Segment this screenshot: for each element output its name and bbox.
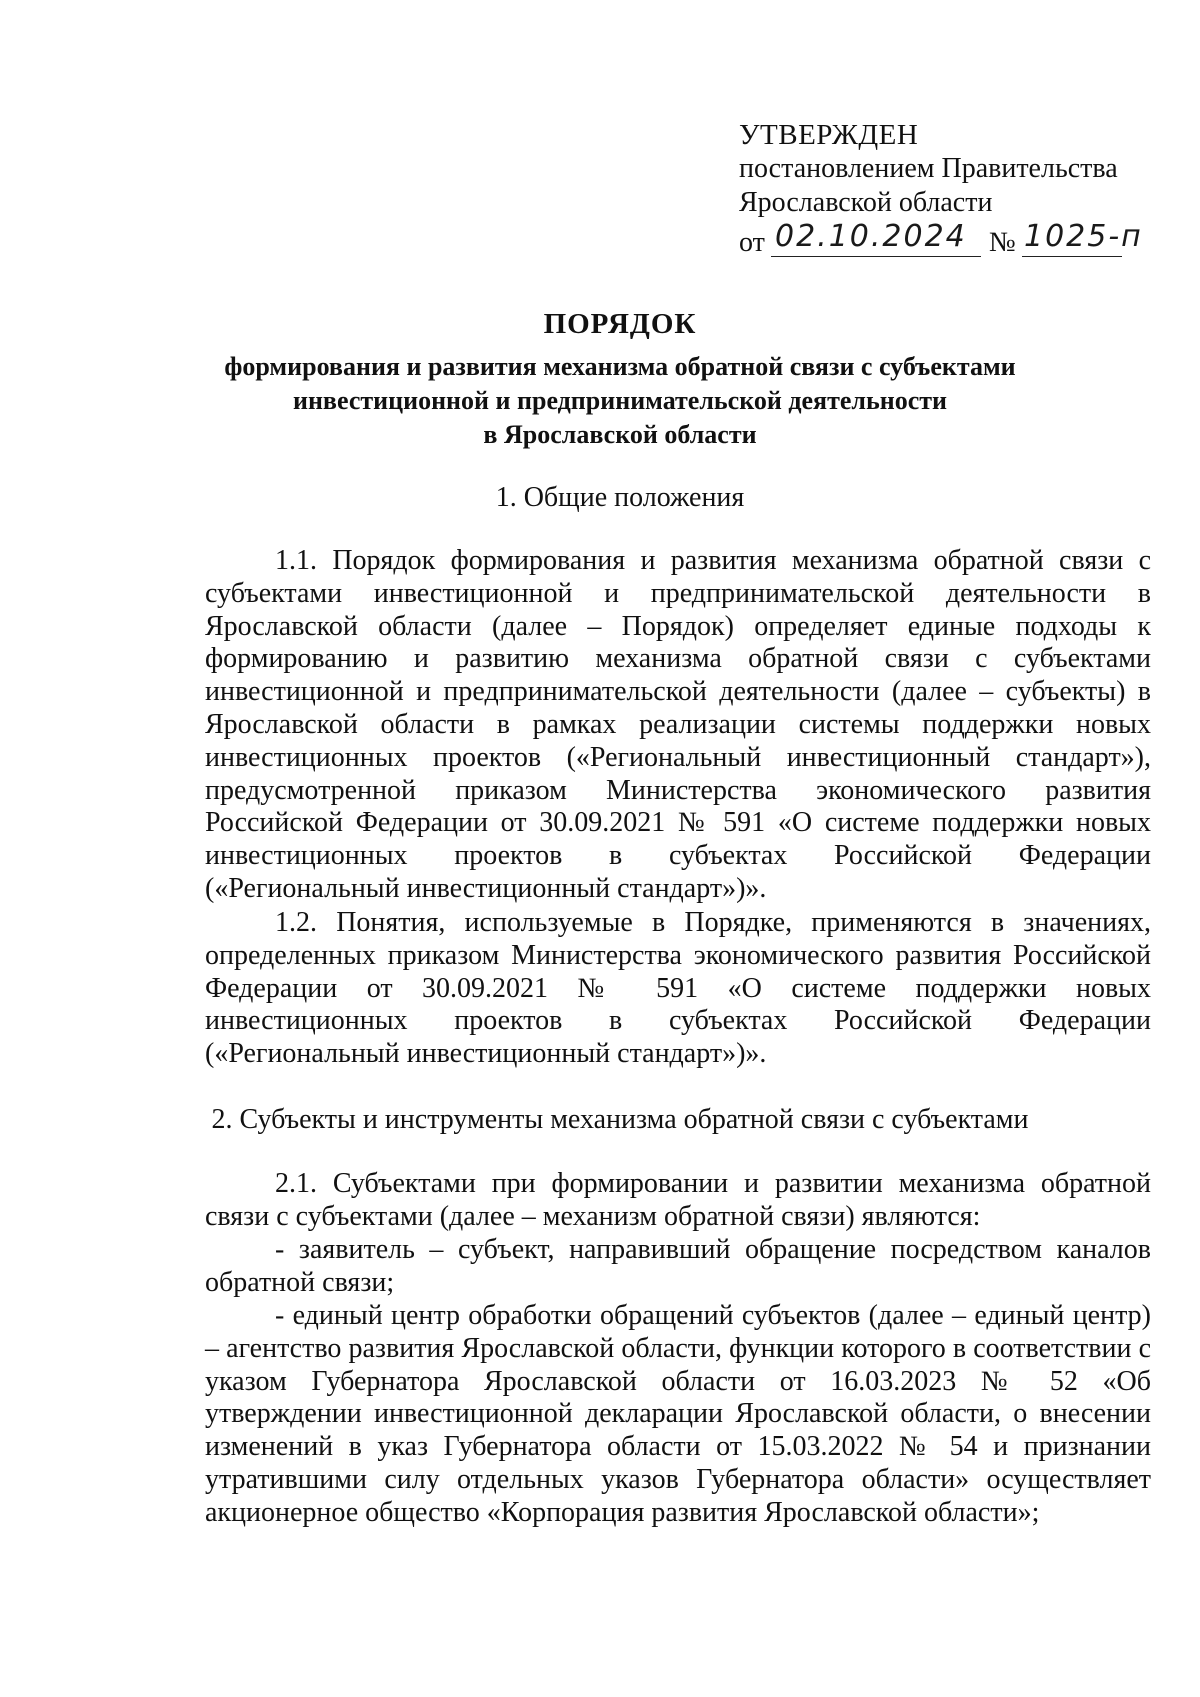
approval-line-1: постановлением Правительства: [739, 153, 1118, 184]
section-heading-1: 1. Общие положения: [495, 482, 745, 513]
document-subtitle-line-3: в Ярославской области: [483, 420, 757, 449]
date-prefix: от: [739, 227, 765, 258]
approval-line-2: Ярославской области: [739, 187, 993, 218]
handwritten-number: 1025-п: [1024, 219, 1143, 254]
section-heading-2: 2. Субъекты и инструменты механизма обратной связи с субъектами: [211, 1104, 1029, 1135]
paragraph-1-2: [205, 907, 1151, 1071]
paragraph-text: 1.1. Порядок формирования и развития механизма обратной связи с субъектами инвестиционной и предпринимательской деятельности в Ярославской области (далее – Порядок) определяет единые подходы к формированию и развитию механизма обратной связи с субъектами инвестиционной и предпринимательской деятельности (далее – субъекты) в Ярославской области в рамках реализации системы поддержки новых инвестиционных проектов («Региональный инвестиционный стандарт»), предусмотренной приказом Министерства экономического развития Российской Федерации от 30.09.2021 № 591 «О системе поддержки новых инвестиционных проектов в субъектах Российской Федерации («Региональный инвестиционный стандарт»)».: [205, 545, 1151, 904]
paragraph-text: 1.2. Понятия, используемые в Порядке, применяются в значениях, определенных приказом Министерства экономического развития Российской Федерации от 30.09.2021 № 591 «О системе поддержки новых инвестиционных проектов в субъектах Российской Федерации («Региональный инвестиционный стандарт»)».: [205, 907, 1151, 1070]
document-subtitle-line-2: инвестиционной и предпринимательской деятельности: [292, 386, 948, 415]
document-title: ПОРЯДОК: [543, 308, 697, 340]
paragraph-text: 2.1. Субъектами при формировании и развитии механизма обратной связи с субъектами (далее – механизм обратной связи) являются:: [205, 1168, 1151, 1232]
handwritten-date: 02.10.2024: [775, 219, 967, 254]
number-field: [1022, 219, 1143, 257]
list-item-applicant: [205, 1234, 1151, 1300]
document-subtitle-line-1: формирования и развития механизма обратной связи с субъектами: [224, 352, 1016, 381]
paragraph-1-1: [205, 545, 1151, 906]
list-item-text: - заявитель – субъект, направивший обращение посредством каналов обратной связи;: [205, 1234, 1151, 1298]
approval-date-line: [739, 220, 1159, 260]
list-item-text: - единый центр обработки обращений субъектов (далее – единый центр) – агентство развития Ярославской области, функции которого в соответствии с указом Губернатора Ярославской области от 16.03.2023 № 52 «Об утверждении инвестиционной декларации Ярославской области, о внесении изменений в указ Губернатора области от 15.03.2022 № 54 и признании утратившими силу отдельных указов Губернатора области» осуществляет акционерное общество «Корпорация развития Ярославской области»;: [205, 1300, 1151, 1528]
approval-block: [739, 118, 1159, 260]
approval-title: УТВЕРЖДЕН: [739, 119, 919, 151]
paragraph-2-1: [205, 1168, 1151, 1234]
number-prefix: №: [989, 227, 1016, 258]
list-item-unified-center: [205, 1300, 1151, 1530]
date-field: [771, 220, 981, 257]
